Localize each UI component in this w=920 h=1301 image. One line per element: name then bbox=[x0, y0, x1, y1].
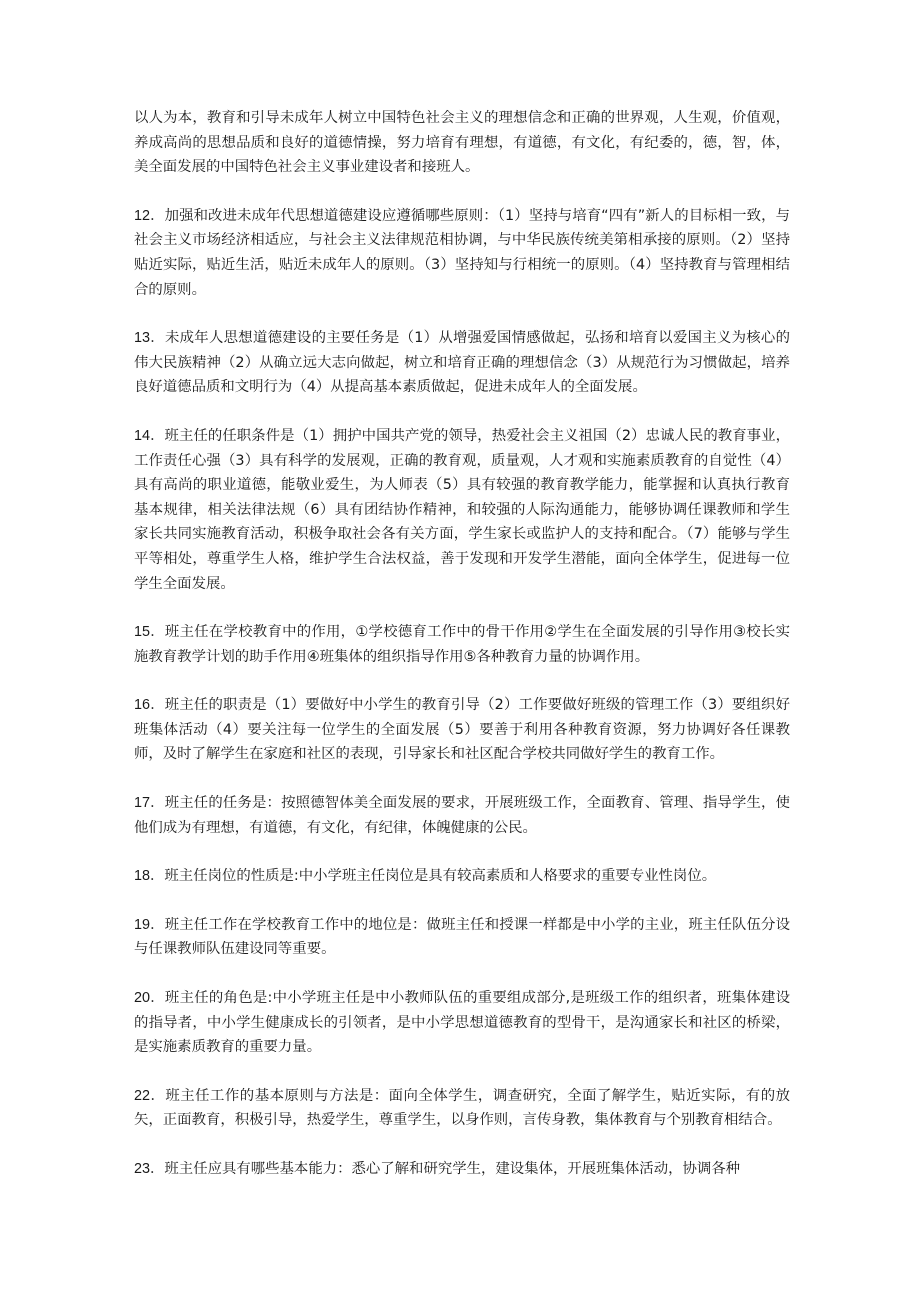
paragraph-number: 15 bbox=[134, 624, 151, 641]
paragraph-number: 17 bbox=[134, 795, 151, 812]
paragraph-text: ．班主任岗位的性质是:中小学班主任岗位是具有较高素质和人格要求的重要专业性岗位。 bbox=[150, 868, 717, 885]
paragraph-13 bbox=[134, 326, 790, 400]
paragraph-number: 13 bbox=[134, 330, 151, 347]
paragraph-18 bbox=[134, 864, 790, 889]
paragraph-text: 以人为本，教育和引导未成年人树立中国特色社会主义的理想信念和正确的世界观，人生观，价值观，养成高尚的思想品质和良好的道德情操，努力培育有理想，有道德，有文化，有纪委的，德，智，体，美全面发展的中国特色社会主义事业建设者和接班人。 bbox=[134, 110, 790, 176]
paragraph-number: 23 bbox=[134, 1161, 151, 1177]
paragraph-number: 19 bbox=[134, 916, 151, 933]
paragraph-number: 12 bbox=[134, 207, 151, 224]
paragraph-text: ．班主任的任务是：按照德智体美全面发展的要求，开展班级工作，全面教育、管理、指导学生，使他们成为有理想，有道德，有文化，有纪律，体魄健康的公民。 bbox=[134, 795, 790, 836]
paragraph-text: ．班主任在学校教育中的作用，①学校德育工作中的骨干作用②学生在全面发展的引导作用③校长实施教育教学计划的助手作用④班集体的组织指导作用⑤各种教育力量的协调作用。 bbox=[134, 624, 790, 665]
paragraph-text: ．班主任应具有哪些基本能力：悉心了解和研究学生，建设集体，开展班集体活动，协调各种 bbox=[150, 1161, 741, 1177]
paragraph-text: ．未成年人思想道德建设的主要任务是（1）从增强爱国情感做起，弘扬和培育以爱国主义为核心的伟大民族精神（2）从确立远大志向做起，树立和培育正确的理想信念（3）从规范行为习惯做起，培养良好道德品质和文明行为（4）从提高基本素质做起，促进未成年人的全面发展。 bbox=[134, 330, 790, 396]
paragraph-number: 22 bbox=[134, 1087, 151, 1104]
paragraph-text: ．加强和改进未成年代思想道德建设应遵循哪些原则：（1）坚持与培育“四有”新人的目标相一致，与社会主义市场经济相适应，与社会主义法律规范相协调，与中华民族传统美第相承接的原则。（2）坚持贴近实际，贴近生活，贴近未成年人的原则。（3）坚持知与行相统一的原则。（4）坚持教育与管理相结合的原则。 bbox=[134, 207, 790, 298]
paragraph-19 bbox=[134, 913, 790, 962]
paragraph-number: 16 bbox=[134, 697, 151, 714]
paragraph-number: 14 bbox=[134, 427, 151, 444]
paragraph-16 bbox=[134, 693, 790, 767]
paragraph-number: 18 bbox=[134, 868, 151, 885]
document-body bbox=[134, 106, 790, 1206]
paragraph-intro bbox=[134, 106, 790, 180]
paragraph-text: ．班主任的任职条件是（1）拥护中国共产党的领导，热爱社会主义祖国（2）忠诚人民的教育事业，工作责任心强（3）具有科学的发展观，正确的教育观，质量观，人才观和实施素质教育的自觉性（4）具有高尚的职业道德，能敬业爱生，为人师表（5）具有较强的教育教学能力，能掌握和认真执行教育基本规律，相关法律法规（6）具有团结协作精神，和较强的人际沟通能力，能够协调任课教师和学生家长共同实施教育活动，积极争取社会各有关方面，学生家长或监护人的支持和配合。（7）能够与学生平等相处，尊重学生人格，维护学生合法权益，善于发现和开发学生潜能，面向全体学生，促进每一位学生全面发展。 bbox=[134, 427, 790, 592]
paragraph-number: 20 bbox=[134, 990, 151, 1007]
paragraph-22 bbox=[134, 1084, 790, 1133]
paragraph-17 bbox=[134, 791, 790, 840]
paragraph-text: ．班主任的角色是:中小学班主任是中小教师队伍的重要组成部分,是班级工作的组织者，班集体建设的指导者，中小学生健康成长的引领者，是中小学思想道德教育的型骨干，是沟通家长和社区的桥梁，是实施素质教育的重要力量。 bbox=[134, 990, 790, 1056]
paragraph-14 bbox=[134, 424, 790, 596]
paragraph-15 bbox=[134, 620, 790, 669]
paragraph-20 bbox=[134, 986, 790, 1060]
paragraph-text: ．班主任工作在学校教育工作中的地位是：做班主任和授课一样都是中小学的主业，班主任队伍分设与任课教师队伍建设同等重要。 bbox=[134, 916, 790, 958]
paragraph-12 bbox=[134, 204, 790, 302]
paragraph-text: ．班主任的职责是（1）要做好中小学生的教育引导（2）工作要做好班级的管理工作（3）要组织好班集体活动（4）要关注每一位学生的全面发展（5）要善于利用各种教育资源，努力协调好各任课教师，及时了解学生在家庭和社区的表现，引导家长和社区配合学校共同做好学生的教育工作。 bbox=[134, 697, 790, 763]
paragraph-23 bbox=[134, 1157, 790, 1182]
paragraph-text: ．班主任工作的基本原则与方法是：面向全体学生，调查研究，全面了解学生，贴近实际，有的放矢，正面教育，积极引导，热爱学生，尊重学生，以身作则，言传身教，集体教育与个别教育相结合。 bbox=[134, 1087, 790, 1129]
